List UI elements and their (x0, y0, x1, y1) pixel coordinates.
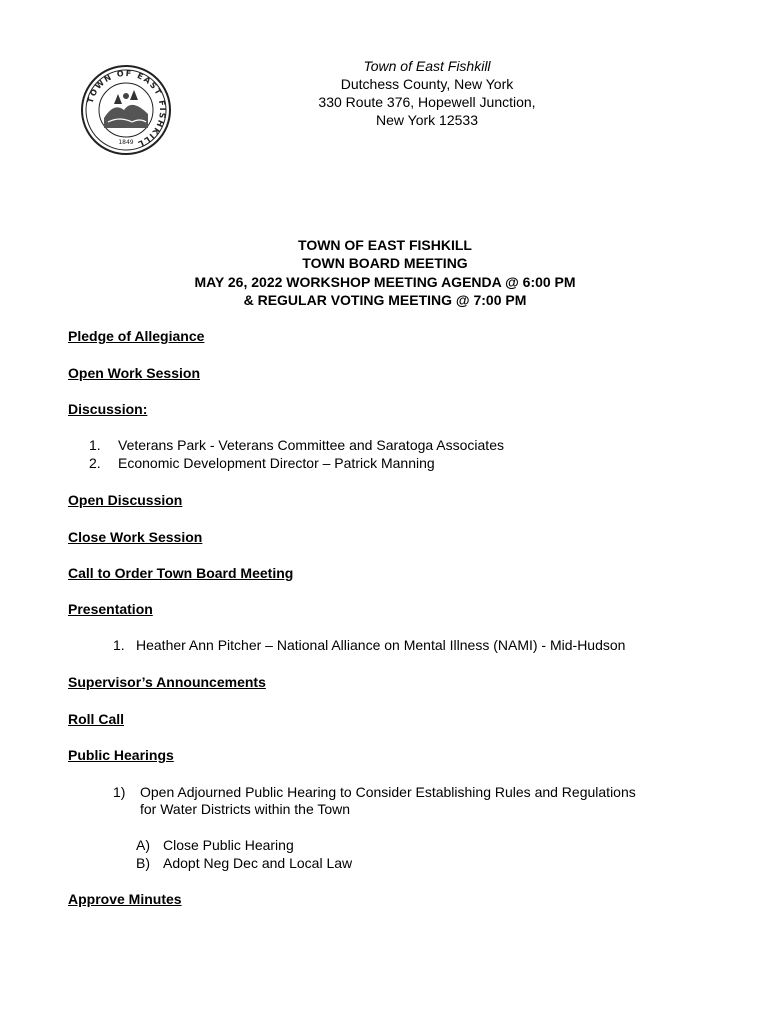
city-line: New York 12533 (376, 112, 478, 128)
discussion-item (89, 454, 435, 472)
list-number: 1. (113, 637, 125, 653)
public-hearing-subitem (136, 854, 352, 872)
list-text: Open Adjourned Public Hearing to Consider Establishing Rules and Regulations (140, 784, 636, 800)
title-line-4: & REGULAR VOTING MEETING @ 7:00 PM (243, 291, 527, 308)
public-hearing-subitem (136, 836, 294, 854)
list-text: Close Public Hearing (163, 837, 294, 853)
title-line-1: TOWN OF EAST FISHKILL (298, 237, 472, 253)
svg-text:TOWN OF EAST FISHKILL: TOWN OF EAST FISHKILL (85, 68, 168, 150)
heading-public-hearings: Public Hearings (68, 747, 174, 763)
svg-text:1849: 1849 (118, 139, 134, 146)
list-letter: B) (136, 855, 150, 871)
heading-open-discussion: Open Discussion (68, 492, 183, 508)
heading-pledge: Pledge of Allegiance (68, 328, 205, 344)
heading-call-to-order: Call to Order Town Board Meeting (68, 565, 294, 581)
heading-roll-call: Roll Call (68, 711, 125, 727)
heading-open-work-session: Open Work Session (68, 365, 200, 381)
heading-close-work-session: Close Work Session (68, 529, 203, 545)
list-number: 2. (89, 455, 101, 471)
list-text: Heather Ann Pitcher – National Alliance on Mental Illness (NAMI) - Mid-Hudson (136, 637, 626, 653)
title-line-2: TOWN BOARD MEETING (302, 255, 468, 272)
list-text: Economic Development Director – Patrick Manning (118, 455, 435, 471)
county-line: Dutchess County, New York (340, 76, 514, 92)
heading-supervisor-announcements: Supervisor’s Announcements (68, 674, 266, 690)
discussion-item (89, 436, 504, 454)
heading-presentation: Presentation (68, 601, 153, 617)
list-number: 1. (89, 437, 101, 453)
public-hearing-item (113, 783, 636, 801)
heading-discussion: Discussion: (68, 401, 148, 417)
agenda-title (0, 236, 770, 309)
list-text: Veterans Park - Veterans Committee and Saratoga Associates (118, 437, 504, 453)
letterhead-address (0, 57, 770, 129)
list-letter: A) (136, 837, 150, 853)
public-hearing-item-continuation: for Water Districts within the Town (140, 801, 351, 817)
list-number: 1) (113, 784, 126, 800)
title-line-3: MAY 26, 2022 WORKSHOP MEETING AGENDA @ 6:00 PM (194, 273, 576, 290)
town-name: Town of East Fishkill (363, 58, 491, 74)
presentation-item (113, 636, 625, 654)
heading-approve-minutes: Approve Minutes (68, 891, 182, 907)
list-text: Adopt Neg Dec and Local Law (163, 855, 353, 871)
street-line: 330 Route 376, Hopewell Junction, (318, 94, 536, 110)
